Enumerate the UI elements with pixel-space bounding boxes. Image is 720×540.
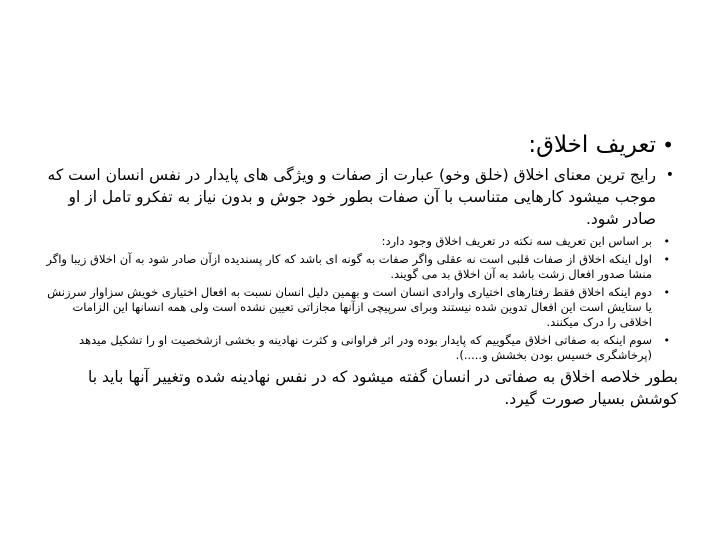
point-third-text: سوم اینکه به صفاتی اخلاق میگوییم که پایدار بوده ودر اثر فراوانی و کثرت نهادینه و بخشی ازشخصیت او را تشکیل میدهد (پرخاشگری خسیس بودن بخشش و.....). — [78, 333, 652, 362]
title-text: تعریف اخلاق: — [528, 132, 656, 158]
intro-point-text: بر اساس این تعریف سه نکته در تعریف اخلاق وجود دارد: — [381, 234, 652, 248]
bullet-icon: • — [663, 253, 670, 266]
point-first-text: اول اینکه اخلاق از صفات قلبی است نه عقلی واگر صفات به گونه ای باشد که کار پسندیده ازآن صادر شود به آن اخلاق زیبا واگر منشا صدور افعال زشت باشد به آن اخلاق بد می گویند. — [46, 252, 652, 281]
bullet-icon: • — [663, 286, 670, 299]
point-first — [42, 252, 670, 282]
bullet-icon: • — [663, 334, 670, 347]
point-second-text: دوم اینکه اخلاق فقط رفتارهای اختیاری وارادی انسان است و بهمین دلیل انسان نسبت به افعال اختیاری خویش سزاوار سرزنش یا ستایش است این افعال تدوین شده نیستند وبرای سرپیچی ازآنها مجازاتی تعیین نشده است ولی همه انسانها این الزامات اخلاقی را درک میکنند. — [47, 285, 652, 329]
main-point — [46, 164, 674, 230]
slide-title — [46, 130, 674, 160]
main-point-text: رایج ترین معنای اخلاق (خلق وخو) عبارت از صفات و ویژگی های پایدار در نفس انسان است که موجب میشود کارهایی متناسب با آن صفات بطور خود جوش و بدون نیاز به تفکرو تامل از او صادر شود. — [47, 166, 656, 228]
bullet-icon: • — [665, 167, 674, 183]
intro-point — [46, 234, 670, 249]
point-third — [46, 333, 670, 363]
summary: بطور خلاصه اخلاق به صفاتی در انسان گفته میشود که در نفس نهادینه شده وتغییر آنها باید با کوشش بسیار صورت گیرد. — [87, 368, 678, 408]
bullet-icon: • — [662, 133, 674, 157]
bullet-icon: • — [663, 235, 670, 248]
slide-content — [46, 130, 686, 410]
point-second — [46, 285, 670, 330]
